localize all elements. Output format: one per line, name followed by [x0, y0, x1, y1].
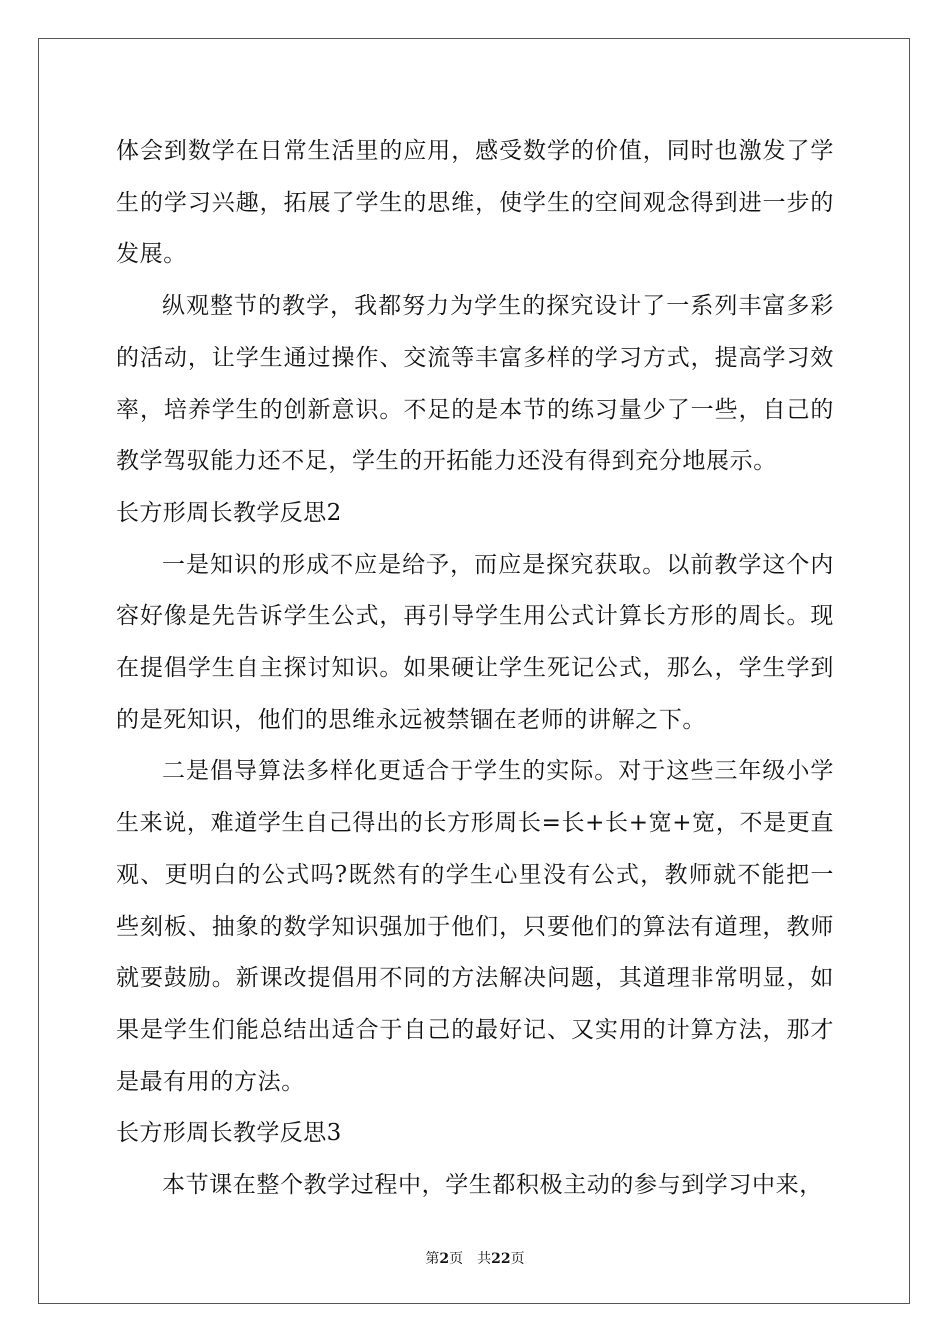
page-number: 2 — [439, 1251, 450, 1267]
page-footer — [0, 1248, 950, 1268]
total-prefix: 共 — [477, 1251, 492, 1267]
page-prefix: 第 — [425, 1251, 440, 1267]
paragraph-3: 一是知识的形成不应是给予，而应是探究获取。以前教学这个内容好像是先告诉学生公式，再引导学生用公式计算长方形的周长。现在提倡学生自主探讨知识。如果硬让学生死记公式，那么，学生学到的是死知识，他们的思维永远被禁锢在老师的讲解之下。 — [116, 551, 834, 733]
paragraph-2: 纵观整节的教学，我都努力为学生的探究设计了一系列丰富多彩的活动，让学生通过操作、交流等丰富多样的学习方式，提高学习效率，培养学生的创新意识。不足的是本节的练习量少了一些，自己的教学驾驭能力还不足，学生的开拓能力还没有得到充分地展示。 — [116, 293, 834, 475]
paragraph-4: 二是倡导算法多样化更适合于学生的实际。对于这些三年级小学生来说，难道学生自己得出的长方形周长=长+长+宽+宽，不是更直观、更明白的公式吗?既然有的学生心里没有公式，教师就不能把一些刻板、抽象的数学知识强加于他们，只要他们的算法有道理，教师就要鼓励。新课改提倡用不同的方法解决问题，其道理非常明显，如果是学生们能总结出适合于自己的最好记、又实用的计算方法，那才是最有用的方法。 — [116, 758, 834, 1095]
total-suffix: 页 — [510, 1251, 525, 1267]
paragraph-5: 本节课在整个教学过程中，学生都积极主动的参与到学习中来， — [162, 1172, 823, 1199]
total-pages: 22 — [491, 1251, 511, 1267]
section-heading-3: 长方形周长教学反思3 — [116, 1120, 342, 1147]
document-body — [116, 126, 834, 1212]
paragraph-1: 体会到数学在日常生活里的应用，感受数学的价值，同时也激发了学生的学习兴趣，拓展了学生的思维，使学生的空间观念得到进一步的发展。 — [116, 138, 834, 268]
section-heading-2: 长方形周长教学反思2 — [116, 499, 342, 526]
page-suffix: 页 — [449, 1251, 464, 1267]
